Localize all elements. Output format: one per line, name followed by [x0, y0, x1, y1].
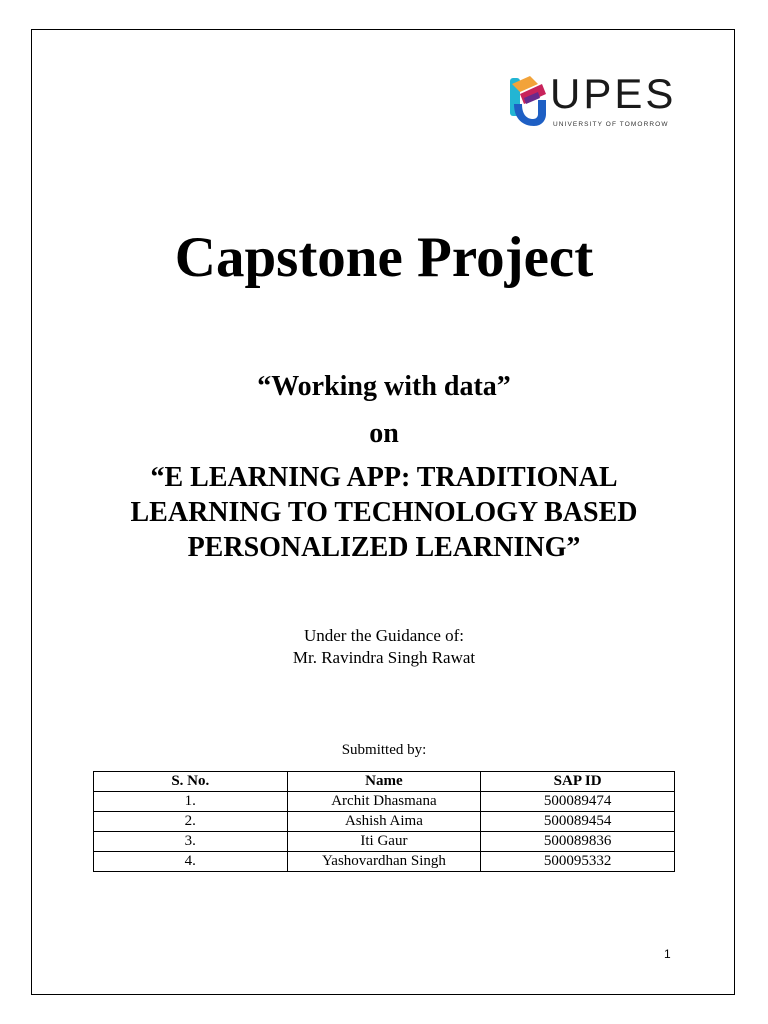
project-title-line: PERSONALIZED LEARNING”	[187, 532, 581, 563]
cell-serial-number: 3.	[94, 832, 288, 852]
header-serial-number: S. No.	[94, 772, 288, 792]
cell-serial-number: 1.	[94, 792, 288, 812]
logo-wordmark: UPES	[550, 70, 677, 117]
document-subtitle: “Working with data”	[257, 371, 511, 402]
members-table	[93, 771, 675, 872]
document-title: Capstone Project	[174, 226, 594, 289]
guide-name: Mr. Ravindra Singh Rawat	[292, 648, 476, 667]
connector-text: on	[369, 418, 399, 449]
guidance-block	[0, 625, 768, 669]
page-number: 1	[664, 947, 671, 961]
table-row	[94, 812, 675, 832]
project-title-line: LEARNING TO TECHNOLOGY BASED	[130, 497, 638, 528]
project-title-line: “E LEARNING APP: TRADITIONAL	[150, 462, 618, 493]
cell-sap-id: 500095332	[481, 852, 675, 872]
submitted-by-label: Submitted by:	[341, 742, 427, 758]
table-row	[94, 852, 675, 872]
cell-serial-number: 2.	[94, 812, 288, 832]
cell-name: Yashovardhan Singh	[287, 852, 481, 872]
cell-sap-id: 500089454	[481, 812, 675, 832]
upes-emblem-icon	[508, 74, 550, 132]
project-title	[90, 460, 678, 565]
table-row	[94, 832, 675, 852]
cell-name: Ashish Aima	[287, 812, 481, 832]
table-row	[94, 792, 675, 812]
cell-sap-id: 500089836	[481, 832, 675, 852]
logo-tagline: UNIVERSITY OF TOMORROW	[553, 121, 669, 128]
header-name: Name	[287, 772, 481, 792]
cell-sap-id: 500089474	[481, 792, 675, 812]
upes-logo	[508, 70, 680, 132]
table-header-row	[94, 772, 675, 792]
cell-name: Iti Gaur	[287, 832, 481, 852]
cell-serial-number: 4.	[94, 852, 288, 872]
guidance-label: Under the Guidance of:	[303, 626, 465, 645]
cell-name: Archit Dhasmana	[287, 792, 481, 812]
header-sap-id: SAP ID	[481, 772, 675, 792]
